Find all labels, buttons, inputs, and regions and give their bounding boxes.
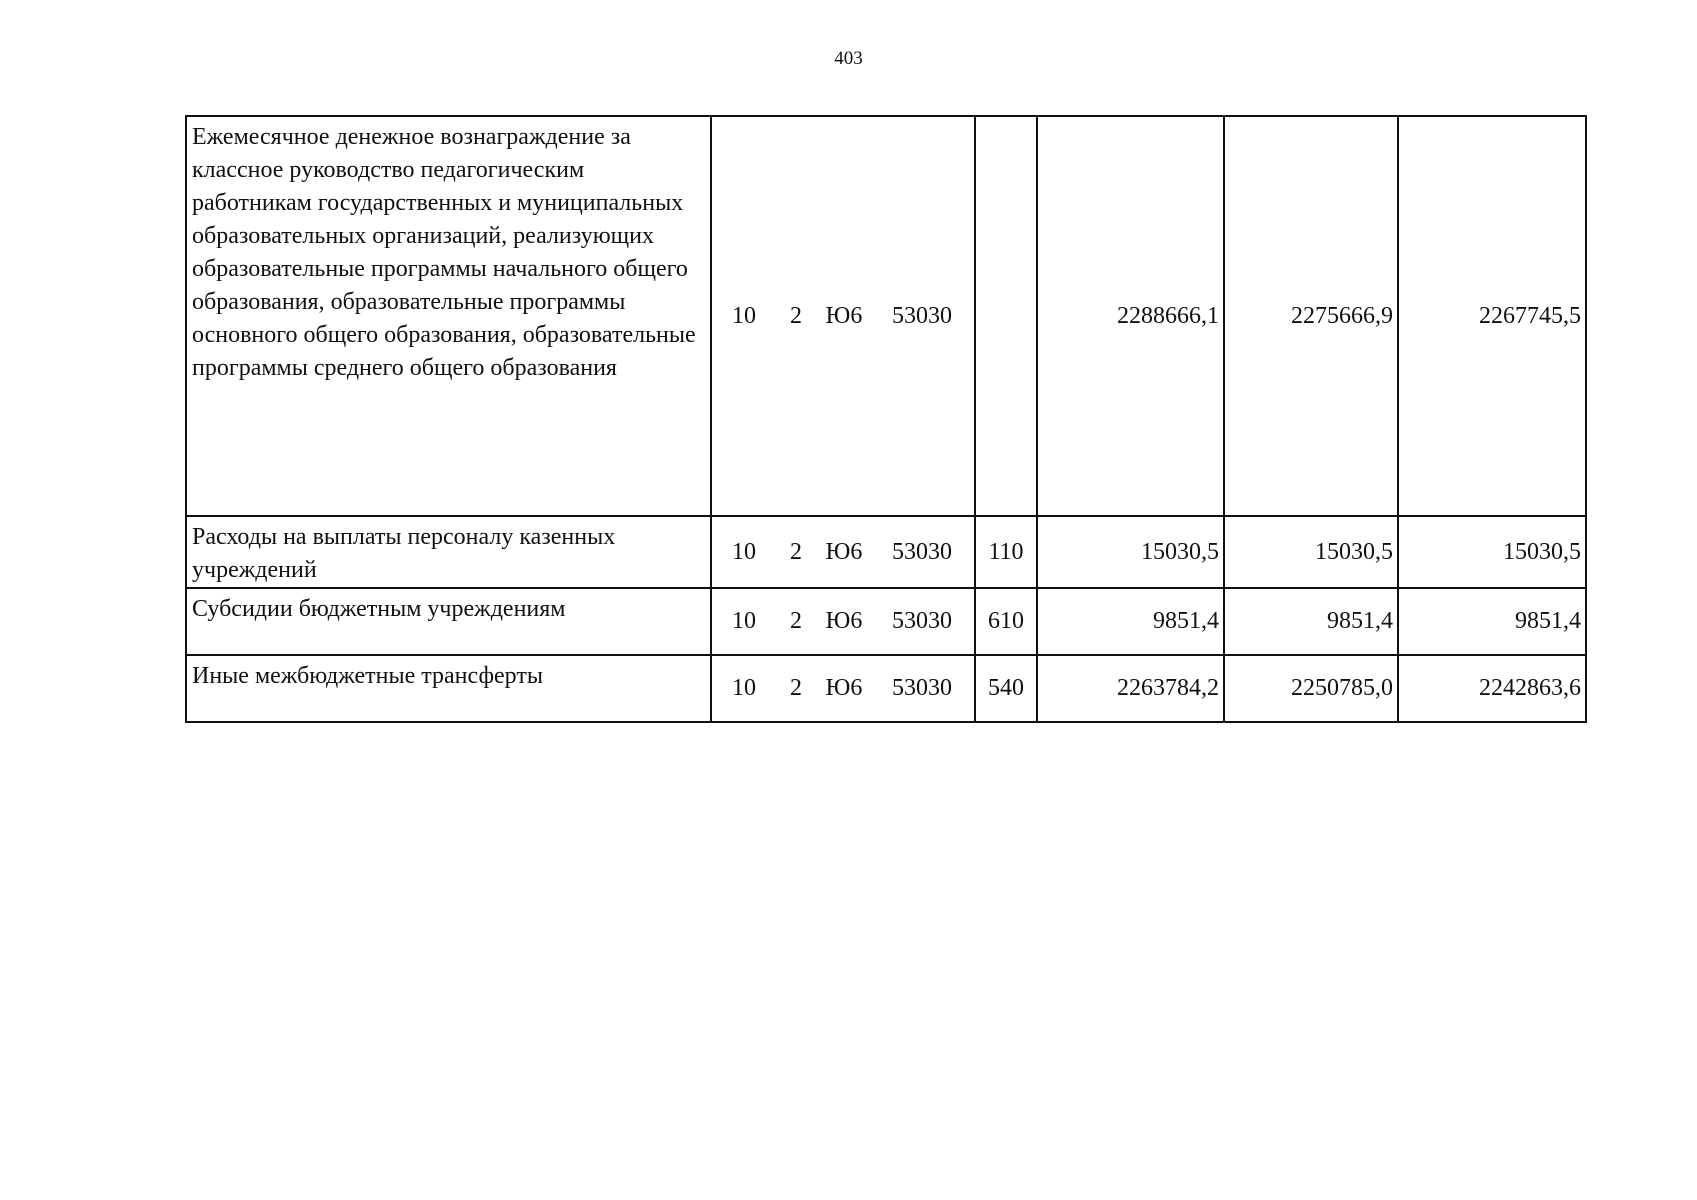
table-row — [186, 116, 1586, 516]
row-description: Субсидии бюджетным учреждениям — [186, 588, 711, 655]
section-code: 10 — [732, 608, 756, 634]
amount-year-1: 2288666,1 — [1037, 116, 1224, 516]
row-codes — [711, 588, 975, 655]
expense-type-code: 610 — [975, 588, 1037, 655]
program-code: Ю6 — [825, 302, 863, 329]
amount-year-3: 2242863,6 — [1398, 655, 1586, 722]
direction-code: 53030 — [892, 302, 952, 329]
page-number: 403 — [834, 48, 863, 69]
amount-year-3: 2267745,5 — [1398, 116, 1586, 516]
table-row — [186, 516, 1586, 588]
row-codes — [711, 516, 975, 588]
amount-year-3: 9851,4 — [1398, 588, 1586, 655]
row-description: Иные межбюджетные трансферты — [186, 655, 711, 722]
program-code: Ю6 — [825, 675, 863, 701]
expense-type-code — [975, 116, 1037, 516]
row-codes — [711, 655, 975, 722]
direction-code: 53030 — [892, 608, 952, 634]
subsection-code: 2 — [790, 608, 802, 634]
direction-code: 53030 — [892, 538, 952, 565]
section-code: 10 — [732, 675, 756, 701]
expense-type-code: 540 — [975, 655, 1037, 722]
budget-table — [185, 115, 1587, 723]
row-description: Ежемесячное денежное вознаграждение за классное руководство педагогическим работникам государственных и муниципальных образовательных организаций, реализующих образовательные программы начального общего образования, образовательные программы основного общего образования, образовательные программы среднего общего образования — [186, 116, 711, 516]
section-code: 10 — [732, 538, 756, 565]
program-code: Ю6 — [825, 538, 863, 565]
amount-year-2: 2250785,0 — [1224, 655, 1398, 722]
row-codes — [711, 116, 975, 516]
subsection-code: 2 — [790, 302, 802, 329]
amount-year-1: 15030,5 — [1037, 516, 1224, 588]
expense-type-code: 110 — [975, 516, 1037, 588]
direction-code: 53030 — [892, 675, 952, 701]
amount-year-2: 9851,4 — [1224, 588, 1398, 655]
amount-year-1: 9851,4 — [1037, 588, 1224, 655]
table-row — [186, 655, 1586, 722]
amount-year-2: 2275666,9 — [1224, 116, 1398, 516]
amount-year-2: 15030,5 — [1224, 516, 1398, 588]
subsection-code: 2 — [790, 538, 802, 565]
table-row — [186, 588, 1586, 655]
program-code: Ю6 — [825, 608, 863, 634]
row-description: Расходы на выплаты персоналу казенных учреждений — [186, 516, 711, 588]
section-code: 10 — [732, 302, 756, 329]
amount-year-1: 2263784,2 — [1037, 655, 1224, 722]
amount-year-3: 15030,5 — [1398, 516, 1586, 588]
subsection-code: 2 — [790, 675, 802, 701]
